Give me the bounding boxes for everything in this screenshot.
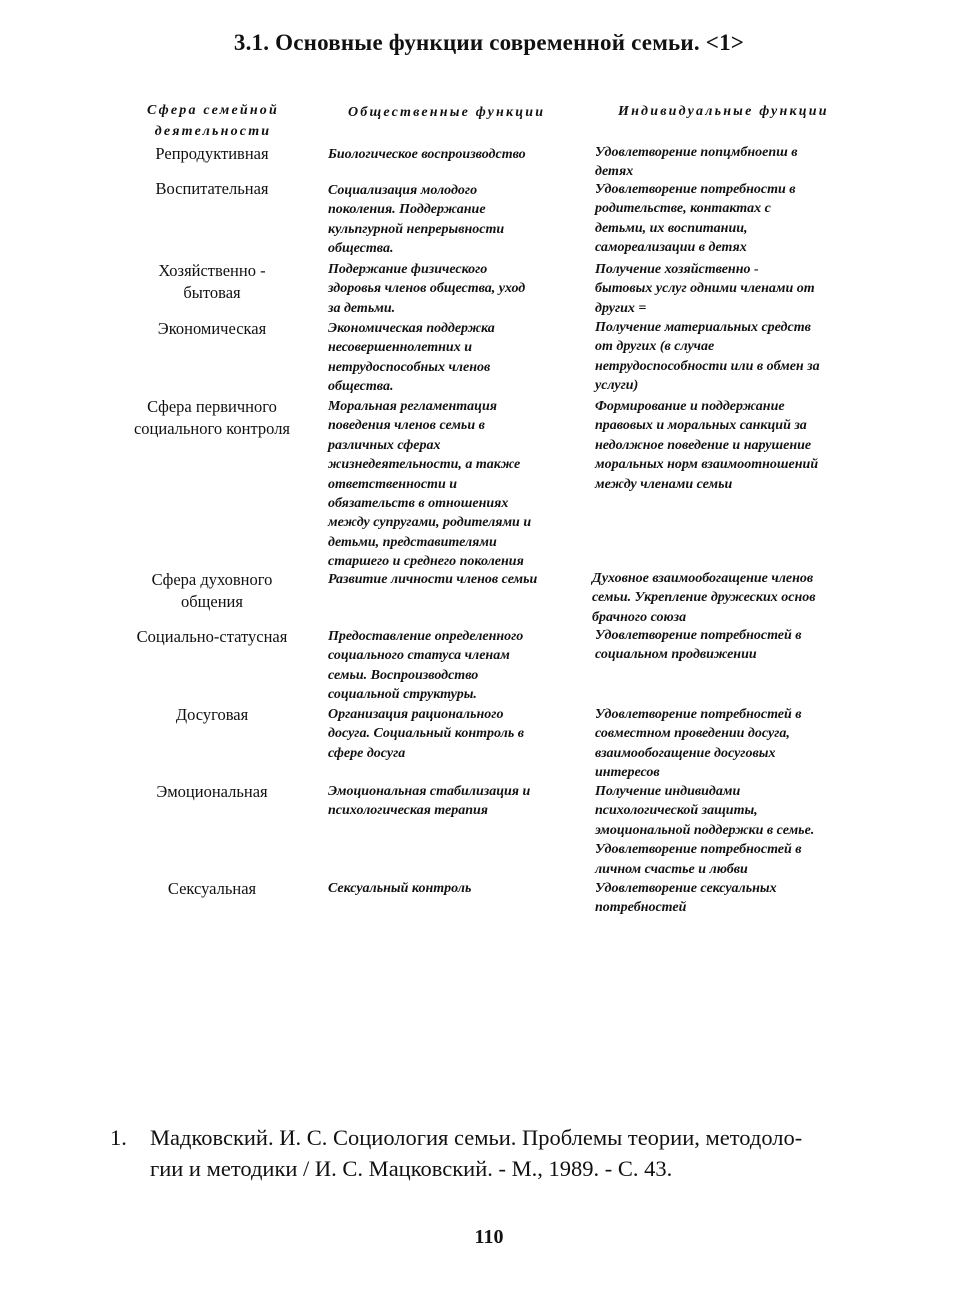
page-number: 110 (474, 1226, 504, 1248)
individual-function-cell: Духовное взаимообогащение членов семьи. Укрепление дружеских основ брачного союза (592, 571, 816, 625)
social-function-cell: Моральная регламентация поведения членов семьи в различных сферах жизнедеятельности, а также ответственности и обязательств в отношениях между супругами, родителями и детьми, представителями старшего и среднего поколения (328, 399, 532, 570)
individual-function-cell: Получение хозяйственно - бытовых услуг одними членами от других = (595, 262, 815, 316)
social-function-cell: Биологическое воспроизводство (328, 147, 526, 162)
individual-function-cell: Удовлетворение попцмбноепш в детях (595, 145, 798, 180)
column-header-individual: Индивидуальные функции (618, 104, 829, 119)
social-function-cell: Предоставление определенного социального статуса членам семьи. Воспроизводство социальной структуры. (328, 629, 524, 703)
footnote-text: Мадковский. И. С. Социология семьи. Проблемы теории, методоло- гии и методики / И. С. Мацковский. - М., 1989. - С. 43. (150, 1125, 803, 1181)
individual-function-cell: Удовлетворение потребностей в совместном проведении досуга, взаимообогащение досуговых интересов (595, 707, 802, 781)
sphere-cell: Сексуальная (167, 879, 257, 898)
sphere-cell: Сфера первичного социального контроля (133, 397, 291, 438)
sphere-cell: Эмоциональная (156, 782, 268, 801)
social-function-cell: Подержание физического здоровья членов общества, уход за детьми. (328, 262, 526, 316)
social-function-cell: Организация рационального досуга. Социальный контроль в сфере досуга (328, 707, 525, 761)
footnote-number: 1. (110, 1125, 127, 1150)
sphere-cell: Репродуктивная (155, 144, 269, 163)
social-function-cell: Эмоциональная стабилизация и психологическая терапия (328, 784, 531, 819)
individual-function-cell: Формирование и поддержание правовых и моральных санкций за недолжное поведение и нарушение моральных норм взаимоотношений между членами семьи (595, 399, 819, 492)
sphere-cell: Воспитательная (155, 179, 269, 198)
sphere-cell: Социально-статусная (136, 627, 288, 646)
sphere-cell: Сфера духовного общения (151, 570, 273, 611)
social-function-cell: Развитие личности членов семьи (328, 572, 538, 587)
social-function-cell: Сексуальный контроль (328, 881, 472, 896)
individual-function-cell: Получение индивидами психологической защиты, эмоциональной поддержки в семье. Удовлетворение потребностей в личном счастье и любви (595, 784, 815, 877)
individual-function-cell: Удовлетворение потребностей в социальном продвижении (595, 628, 802, 663)
column-header-sphere: Сфера семейной деятельности (146, 103, 279, 139)
page-title: 3.1. Основные функции современной семьи. <1> (233, 30, 745, 55)
column-header-social: Общественные функции (348, 105, 546, 120)
sphere-cell: Хозяйственно - бытовая (158, 261, 266, 302)
individual-function-cell: Получение материальных средств от других (в случае нетрудоспособности или в обмен за услуги) (595, 320, 820, 394)
individual-function-cell: Удовлетворение потребности в родительстве, контактах с детьми, их воспитании, самореализации в детях (595, 182, 796, 256)
sphere-cell: Экономическая (157, 319, 267, 338)
individual-function-cell: Удовлетворение сексуальных потребностей (595, 881, 777, 916)
social-function-cell: Социализация молодого поколения. Поддержание кульпгурной непрерывности общества. (328, 183, 505, 257)
sphere-cell: Досуговая (175, 705, 249, 724)
social-function-cell: Экономическая поддержка несовершеннолетних и нетрудоспособных членов общества. (328, 321, 495, 395)
